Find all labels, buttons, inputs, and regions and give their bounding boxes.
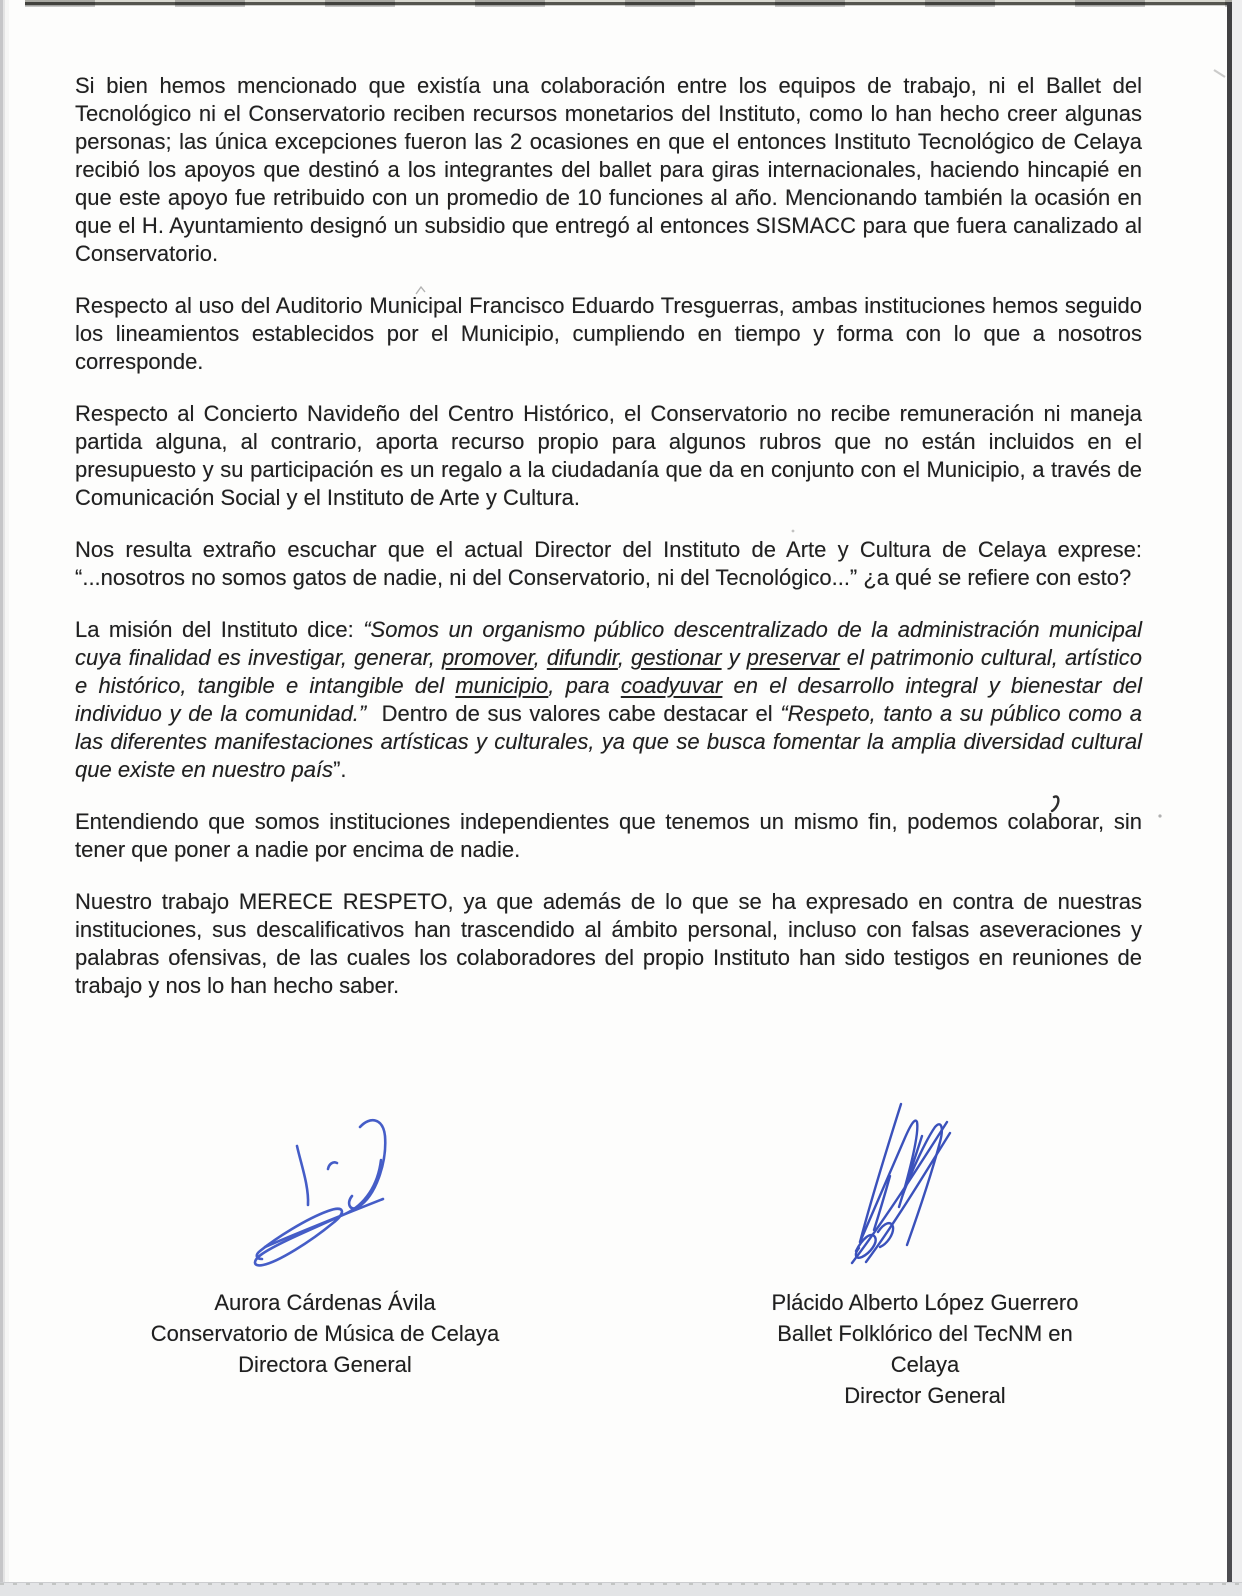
signatory-block-right	[745, 1287, 1105, 1411]
text-segment: , para	[548, 673, 621, 698]
text-segment: gestionar	[631, 645, 722, 670]
paragraph-director-quote: Nos resulta extraño escuchar que el actual Director del Instituto de Arte y Cultura de Celaya exprese: “...nosotros no somos gatos de nadie, ni del Conservatorio, ni del Tecnológico...” ¿a qué se refiere con esto?	[75, 537, 1142, 590]
paragraph-collaboration: Si bien hemos mencionado que existía una colaboración entre los equipos de trabajo, ni el Ballet del Tecnológico ni el Conservatorio reciben recursos monetarios del Instituto, como lo han hecho creer algunas personas; las única excepciones fueron las 2 ocasiones en que el entonces Instituto Tecnológico de Celaya recibió los apoyos que destinó a los integrantes del ballet para giras internacionales, haciendo hincapié en que este apoyo fue retribuido con un promedio de 10 funciones al año. Mencionando también la ocasión en que el H. Ayuntamiento designó un subsidio que entregó al entonces SISMACC para que fuera canalizado al Conservatorio.	[75, 73, 1142, 266]
text-segment: ”.	[333, 757, 347, 782]
signatory-organization: Conservatorio de Música de Celaya	[150, 1321, 500, 1346]
text-segment: preservar	[746, 645, 840, 670]
text-segment: coadyuvar	[620, 673, 723, 698]
scan-edge-top	[25, 0, 1242, 7]
scan-edge-right-margin	[1232, 0, 1242, 1596]
signatory-role: Director General	[844, 1383, 1006, 1408]
text-segment: y	[721, 645, 747, 670]
text-segment: ,	[617, 645, 632, 670]
text-segment: el patrimonio cultural, artístico e histórico, tangible e intangible del	[75, 645, 1142, 698]
letter-body	[75, 72, 1142, 1024]
text-segment: “Respeto, tanto a su público como a las diferentes manifestaciones artísticas y culturales, ya que se busca fomentar la amplia diversidad cultural que existe en nuestro país	[75, 701, 1142, 782]
signatory-role: Directora General	[238, 1352, 412, 1377]
scan-edge-bottom	[0, 1582, 1242, 1596]
text-segment: Dentro de sus valores cabe destacar el	[366, 701, 781, 726]
scan-edge-left	[0, 0, 9, 1589]
text-segment: La misión del Instituto dice:	[75, 617, 364, 642]
scan-edge-right-line	[1227, 2, 1232, 1585]
text-segment: “Somos un organismo público descentralizado de la administración municipal cuya finalidad es investigar, generar,	[75, 617, 1143, 670]
paragraph-independent-institutions: Entendiendo que somos instituciones independientes que tenemos un mismo fin, podemos colaborar, sin tener que poner a nadie por encima de nadie.	[75, 809, 1142, 862]
signatory-organization: Ballet Folklórico del TecNM en Celaya	[777, 1321, 1073, 1377]
paragraph-mission	[75, 616, 1142, 784]
handwritten-signature-right	[852, 1104, 950, 1263]
signatory-block-left	[145, 1287, 505, 1380]
paragraph-merece-respeto: Nuestro trabajo MERECE RESPETO, ya que además de lo que se ha expresado en contra de nuestras instituciones, sus descalificativos han trascendido al ámbito personal, incluso con falsas aseveraciones y palabras ofensivas, de las cuales los colaboradores del propio Instituto han sido testigos en reuniones de trabajo y nos lo han hecho saber.	[75, 889, 1142, 998]
text-segment: en el desarrollo integral y bienestar del individuo y de la comunidad.”	[75, 673, 1142, 726]
signatory-name: Aurora Cárdenas Ávila	[214, 1290, 436, 1315]
text-segment: difundir	[546, 645, 618, 670]
text-segment: ,	[533, 645, 547, 670]
text-segment: promover	[441, 645, 534, 670]
paragraph-auditorio: Respecto al uso del Auditorio Municipal Francisco Eduardo Tresguerras, ambas instituciones hemos seguido los lineamientos establecidos por el Municipio, cumpliendo en tiempo y forma con lo que a nosotros corresponde.	[75, 293, 1142, 374]
signatory-name: Plácido Alberto López Guerrero	[771, 1290, 1079, 1315]
text-segment: municipio	[455, 673, 549, 698]
handwritten-signature-left	[255, 1120, 385, 1265]
paragraph-concierto-navideno: Respecto al Concierto Navideño del Centro Histórico, el Conservatorio no recibe remuneración ni maneja partida alguna, al contrario, aporta recurso propio para algunos rubros que no están incluidos en el presupuesto y su participación es un regalo a la ciudadanía que da en conjunto con el Municipio, a través de Comunicación Social y el Instituto de Arte y Cultura.	[75, 401, 1142, 510]
